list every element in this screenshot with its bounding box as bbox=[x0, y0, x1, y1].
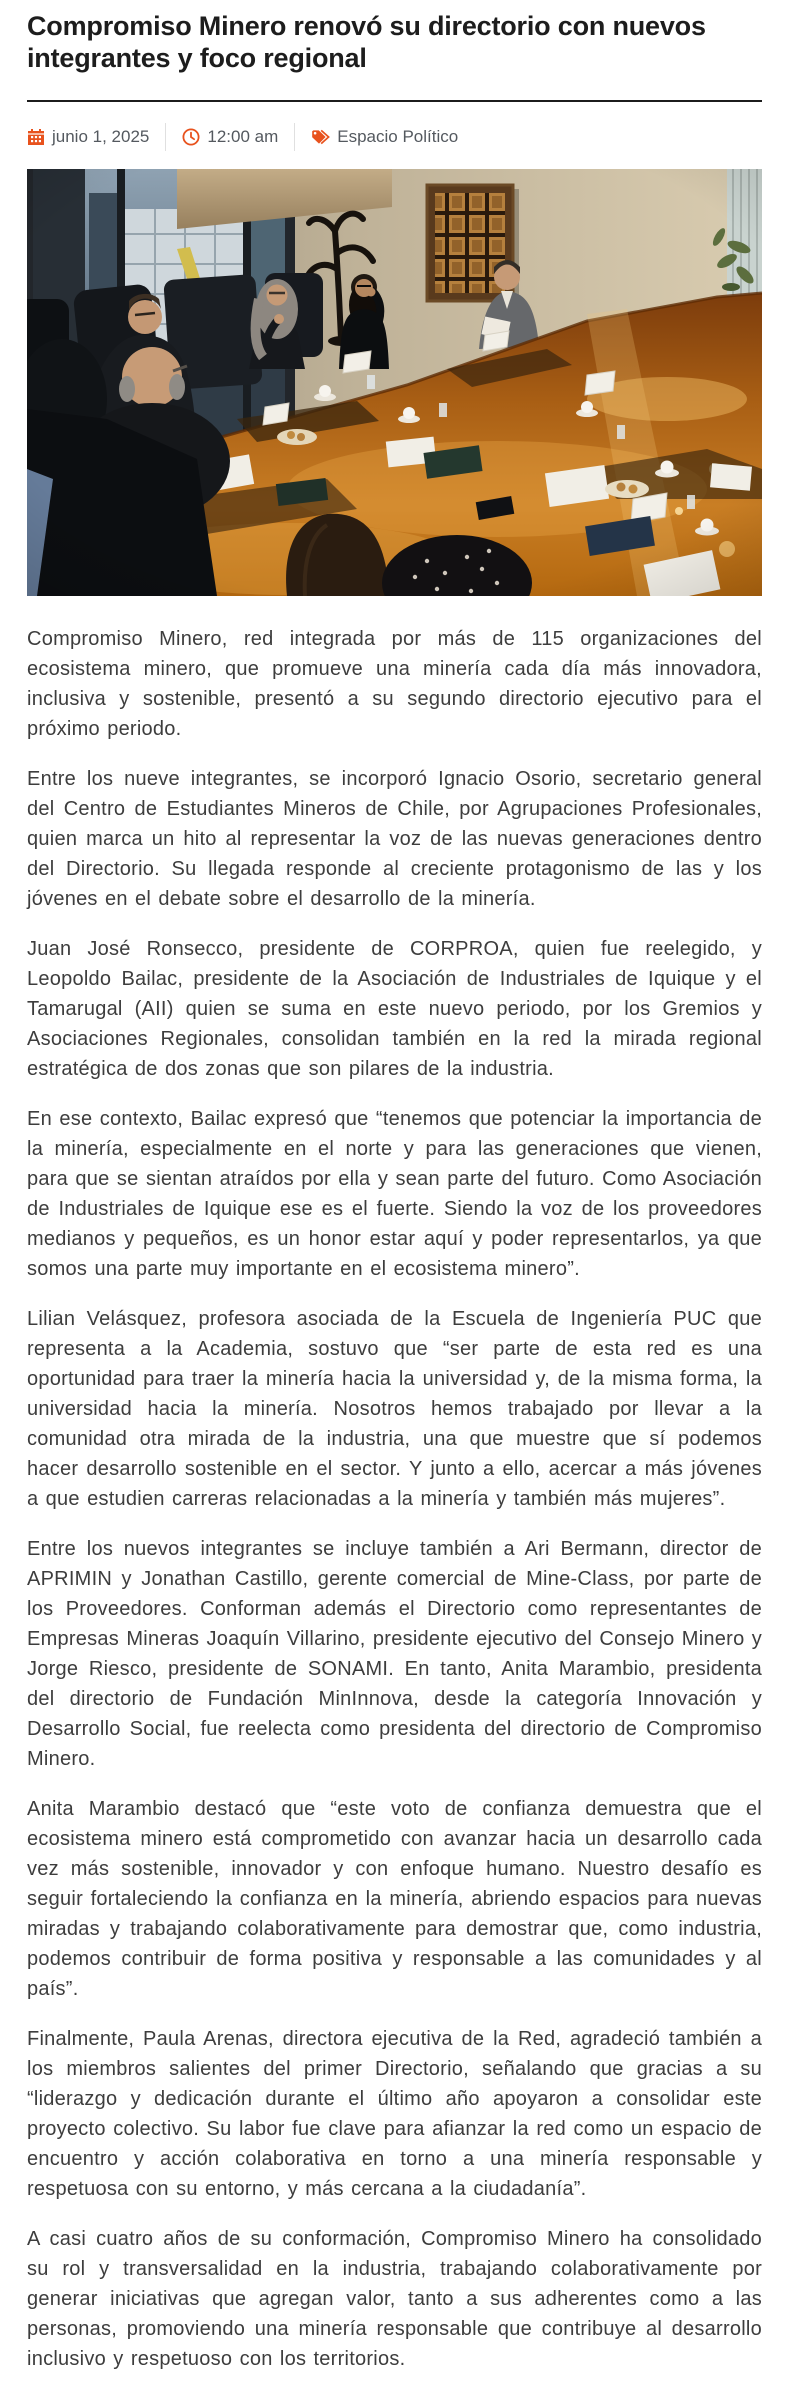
tag-icon bbox=[311, 128, 330, 146]
paragraph-2: Entre los nueve integrantes, se incorporó Ignacio Osorio, secretario general del Centro de Estudiantes Mineros de Chile, por Agrupaciones Profesionales, quien marca un hito al representar la voz de las nuevas generaciones dentro del Directorio. Su llegada responde al creciente protagonismo de las y los jóvenes en el debate sobre el desarrollo de la minería. bbox=[27, 768, 762, 911]
featured-image bbox=[27, 169, 762, 596]
paragraph-3: Juan José Ronsecco, presidente de CORPROA, quien fue reelegido, y Leopoldo Bailac, presidente de la Asociación de Industriales de Iquique y el Tamarugal (AII) quien se suma en este nuevo periodo, por los Gremios y Asociaciones Regionales, consolidan también en la red la mirada regional estratégica de dos zonas que son pilares de la industria. bbox=[27, 938, 762, 1081]
paragraph-4: En ese contexto, Bailac expresó que “tenemos que potenciar la importancia de la minería, especialmente en el norte y para las generaciones que vienen, para que se sientan atraídos por ella y sean parte del futuro. Como Asociación de Industriales de Iquique ese es el fuerte. Siendo la voz de los proveedores medianos y pequeños, es un honor estar aquí y poder representarlos, ya que somos una parte muy importante en el ecosistema minero”. bbox=[27, 1108, 762, 1281]
paragraph-7: Anita Marambio destacó que “este voto de confianza demuestra que el ecosistema minero está comprometido con avanzar hacia un desarrollo cada vez más sostenible, innovador y con enfoque humano. Nuestro desafío es seguir fortaleciendo la confianza en la minería, abriendo espacios para nuevas miradas y trabajando colaborativamente para demostrar que, como industria, podemos contribuir de forma positiva y responsable a las comunidades y al país”. bbox=[27, 1798, 762, 2001]
post-category-label: Espacio Político bbox=[337, 127, 459, 147]
boardroom-photo bbox=[27, 169, 762, 596]
paragraph-1: Compromiso Minero, red integrada por más de 115 organizaciones del ecosistema minero, que promueve una minería cada día más innovadora, inclusiva y sostenible, presentó a su segundo directorio ejecutivo para el próximo periodo. bbox=[27, 628, 762, 741]
article-body bbox=[27, 624, 762, 2374]
post-date-label: junio 1, 2025 bbox=[52, 127, 150, 147]
paragraph-9: A casi cuatro años de su conformación, Compromiso Minero ha consolidado su rol y transversalidad en la industria, trabajando colaborativamente por generar iniciativas que agregan valor, tanto a sus adherentes como a las personas, promoviendo una minería responsable que contribuye al desarrollo inclusivo y respetuoso con los territorios. bbox=[27, 2228, 762, 2371]
clock-icon bbox=[182, 128, 200, 146]
paragraph-8: Finalmente, Paula Arenas, directora ejecutiva de la Red, agradeció también a los miembros salientes del primer Directorio, señalando que gracias a su “liderazgo y dedicación durante el último año apoyaron a consolidar este proyecto colectivo. Su labor fue clave para afianzar la red como un espacio de encuentro y acción colaborativa en torno a una minería responsable y respetuosa con su entorno, y más cercana a la ciudadanía”. bbox=[27, 2028, 762, 2201]
post-category[interactable] bbox=[311, 127, 458, 147]
post-date bbox=[27, 127, 149, 147]
paragraph-5: Lilian Velásquez, profesora asociada de la Escuela de Ingeniería PUC que representa a la Academia, sostuvo que “ser parte de esta red es una oportunidad para traer la minería hacia la universidad y, de la misma forma, la universidad hacia la minería. Nosotros hemos trabajado por llevar a la comunidad otra mirada de la industria, una que muestre que sí podemos hacer desarrollo sostenible en el sector. Y junto a ello, acercar a más jóvenes a que estudien carreras relacionadas a la minería y también más mujeres”. bbox=[27, 1308, 762, 1511]
title-divider bbox=[27, 100, 762, 102]
post-meta bbox=[27, 123, 762, 151]
meta-separator bbox=[294, 123, 295, 151]
article bbox=[27, 10, 762, 2374]
paragraph-6: Entre los nuevos integrantes se incluye también a Ari Bermann, director de APRIMIN y Jonathan Castillo, gerente comercial de Mine-Class, por parte de los Proveedores. Conforman además el Directorio como representantes de Empresas Mineras Joaquín Villarino, presidente ejecutivo del Consejo Minero y Jorge Riesco, presidente de SONAMI. En tanto, Anita Marambio, presidenta del directorio de Fundación MinInnova, desde la categoría Innovación y Desarrollo Social, fue reelecta como presidenta del directorio de Compromiso Minero. bbox=[27, 1538, 762, 1771]
calendar-icon bbox=[27, 128, 45, 146]
post-time-label: 12:00 am bbox=[207, 127, 279, 147]
post-time bbox=[182, 127, 278, 147]
page-title: Compromiso Minero renovó su directorio con nuevos integrantes y foco regional bbox=[27, 11, 706, 74]
meta-separator bbox=[165, 123, 166, 151]
